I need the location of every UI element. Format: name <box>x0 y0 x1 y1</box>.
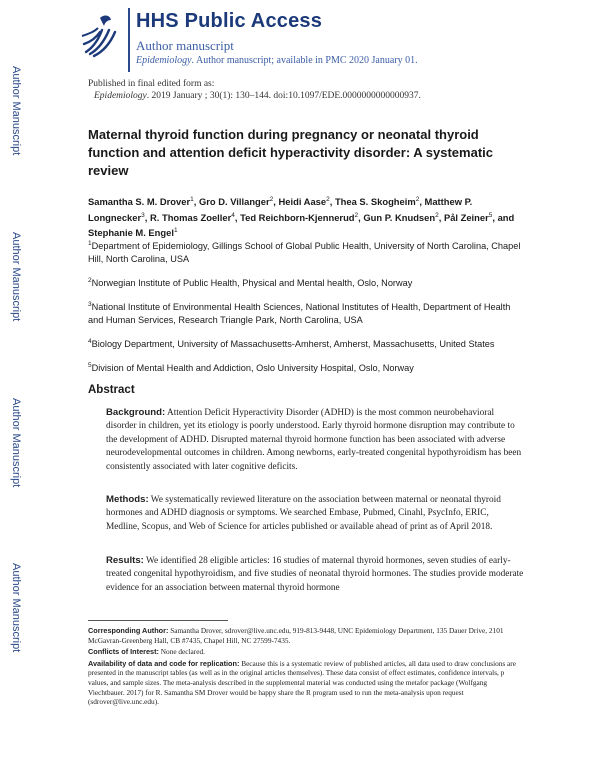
background-label: Background: <box>106 407 166 418</box>
affiliation-number: 3 <box>88 301 92 309</box>
author-name: Pål Zeiner <box>443 211 489 223</box>
author-name: R. Thomas Zoeller <box>149 211 232 223</box>
availability-text: . Author manuscript; available in PMC 2020 January 01. <box>191 55 418 66</box>
author-name: Gun P. Knudsen <box>363 211 436 223</box>
article-title: Maternal thyroid function during pregnancy or neonatal thyroid function and attention deficit hyperactivity disorder: A systematic review <box>88 127 493 178</box>
author-name: Heidi Aase <box>278 196 327 208</box>
pmc-availability <box>136 55 418 66</box>
author-name: Stephanie M. Engel <box>88 227 174 239</box>
footnote-corresponding-author <box>88 626 524 645</box>
affiliation-text: Norwegian Institute of Public Health, Physical and Mental health, Oslo, Norway <box>91 278 413 289</box>
citation-journal: Epidemiology <box>94 91 147 101</box>
footnote-availability <box>88 659 524 707</box>
hhs-public-access-title: HHS Public Access <box>136 10 323 32</box>
conflicts-text: None declared. <box>158 647 205 657</box>
footnote-conflicts <box>88 647 524 657</box>
corresponding-text: Samantha Drover, sdrover@live.unc.edu, 919-813-9448, UNC Epidemiology Department, 135 Dauer Drive, 2101 McGavran-Greenberg Hall, CB #7435, Chapel Hill, NC 27599-7435. <box>88 626 504 645</box>
affiliation-text: Division of Mental Health and Addiction, Oslo University Hospital, Oslo, Norway <box>91 363 414 374</box>
side-label-author-manuscript: Author Manuscript <box>10 398 22 488</box>
affiliation-text: Biology Department, University of Massachusetts-Amherst, Amherst, Massachusetts, United States <box>91 339 495 350</box>
affiliation-item <box>88 335 528 351</box>
affiliation-number: 5 <box>88 362 92 370</box>
results-text: We identified 28 eligible articles: 16 studies of maternal thyroid hormones, seven studies of early-treated congenital hypothyroidism, and five studies of neonatal thyroid hormones. The studies provide moderate evidence for an association between maternal thyroid hormone <box>106 556 524 593</box>
author-affiliation-sup: 2 <box>326 196 330 203</box>
availability-journal: Epidemiology <box>136 55 192 66</box>
affiliation-number: 1 <box>88 240 92 247</box>
published-label: Published in final edited form as: <box>88 79 215 89</box>
conflicts-label: Conflicts of Interest: <box>88 647 159 657</box>
affiliation-number: 2 <box>88 277 92 285</box>
publication-info <box>88 78 421 102</box>
author-affiliation-sup: 1 <box>173 227 178 235</box>
affiliation-item <box>88 298 528 327</box>
author-separator: , <box>144 211 150 223</box>
author-list <box>88 193 528 240</box>
citation <box>88 90 421 102</box>
author-name: Thea S. Skogheim <box>334 196 416 208</box>
abstract-methods <box>106 493 524 534</box>
affiliation-item <box>88 274 528 290</box>
author-affiliation-sup: 2 <box>269 196 274 203</box>
author-affiliation-sup: 2 <box>415 196 420 203</box>
abstract-background <box>106 406 524 474</box>
affiliation-number: 4 <box>88 338 92 346</box>
affiliation-text: National Institute of Environmental Health Sciences, National Institutes of Health, Department of Health and Human Services, Research Triangle Park, North Carolina, USA <box>88 302 511 326</box>
author-name: Samantha S. M. Drover <box>88 196 191 208</box>
author-affiliation-sup: 3 <box>141 211 145 219</box>
header-divider <box>128 8 130 72</box>
availability-label: Availability of data and code for replication: <box>88 658 240 668</box>
author-name: Matthew P. Longnecker <box>88 196 473 223</box>
author-separator: , and <box>492 211 515 223</box>
author-name: Gro D. Villanger <box>198 196 270 208</box>
affiliation-item <box>88 237 528 266</box>
abstract-results <box>106 554 524 595</box>
author-separator: , <box>193 196 199 208</box>
abstract-heading: Abstract <box>88 384 135 396</box>
author-separator: , <box>273 196 279 208</box>
footnote-divider <box>88 620 228 621</box>
affiliation-list <box>88 237 528 383</box>
author-name: Ted Reichborn-Kjennerud <box>240 211 355 223</box>
author-affiliation-sup: 4 <box>231 211 235 219</box>
side-label-author-manuscript: Author Manuscript <box>10 66 22 156</box>
author-separator: , <box>234 211 241 223</box>
footnotes <box>88 626 524 709</box>
methods-text: We systematically reviewed literature on the association between maternal or neonatal thyroid hormones and ADHD diagnosis or symptoms. We searched Embase, Pubmed, Cinahl, PsycInfo, ERIC, Medline, Scopus, and Web of Science for articles published or available ahead of print as of April 2018. <box>106 495 501 532</box>
hhs-eagle-logo-icon <box>78 8 120 60</box>
side-label-author-manuscript: Author Manuscript <box>10 232 22 322</box>
author-separator: , <box>419 196 425 208</box>
background-text: Attention Deficit Hyperactivity Disorder (ADHD) is the most common neurobehavioral disorder in children, yet its etiology is poorly understood. Early thyroid hormone disruption may contribute to the development of ADHD. Disrupted maternal thyroid hormone function has been associated with adverse neurodevelopmental outcomes in children. Among newborns, early-treated congenital hypothyroidism has been consistently associated with later cognitive deficits. <box>106 408 522 472</box>
affiliation-text: Department of Epidemiology, Gillings School of Global Public Health, University of North Carolina, Chapel Hill, North Carolina, USA <box>88 241 521 265</box>
hhs-header <box>78 8 568 74</box>
author-manuscript-label: Author manuscript <box>136 38 234 53</box>
author-affiliation-sup: 1 <box>190 196 194 203</box>
results-label: Results: <box>106 555 144 566</box>
side-label-author-manuscript: Author Manuscript <box>10 563 22 653</box>
author-separator: , <box>438 211 444 223</box>
availability-footnote-text: Because this is a systematic review of published articles, all data used to draw conclusions are presented in the manuscript tables (as well as in the original articles themselves). These data consist of effect estimates, confidence intervals, p values, and sample sizes. The meta-analysis described in the supplemental material was conducted using the metafor package (Wolfgang Viechtbauer. 2017) for R. Samantha SM Drover would be happy share the R program used to run the meta-analysis upon request (sdrover@live.unc.edu). <box>88 658 516 707</box>
corresponding-label: Corresponding Author: <box>88 626 169 635</box>
author-separator: , <box>329 196 335 208</box>
affiliation-item <box>88 359 528 375</box>
citation-text: . 2019 January ; 30(1): 130–144. doi:10.1097/EDE.0000000000000937. <box>146 91 421 101</box>
author-separator: , <box>358 211 364 223</box>
author-affiliation-sup: 2 <box>354 211 359 219</box>
methods-label: Methods: <box>106 494 149 505</box>
author-affiliation-sup: 5 <box>488 211 493 219</box>
author-affiliation-sup: 2 <box>435 211 439 219</box>
